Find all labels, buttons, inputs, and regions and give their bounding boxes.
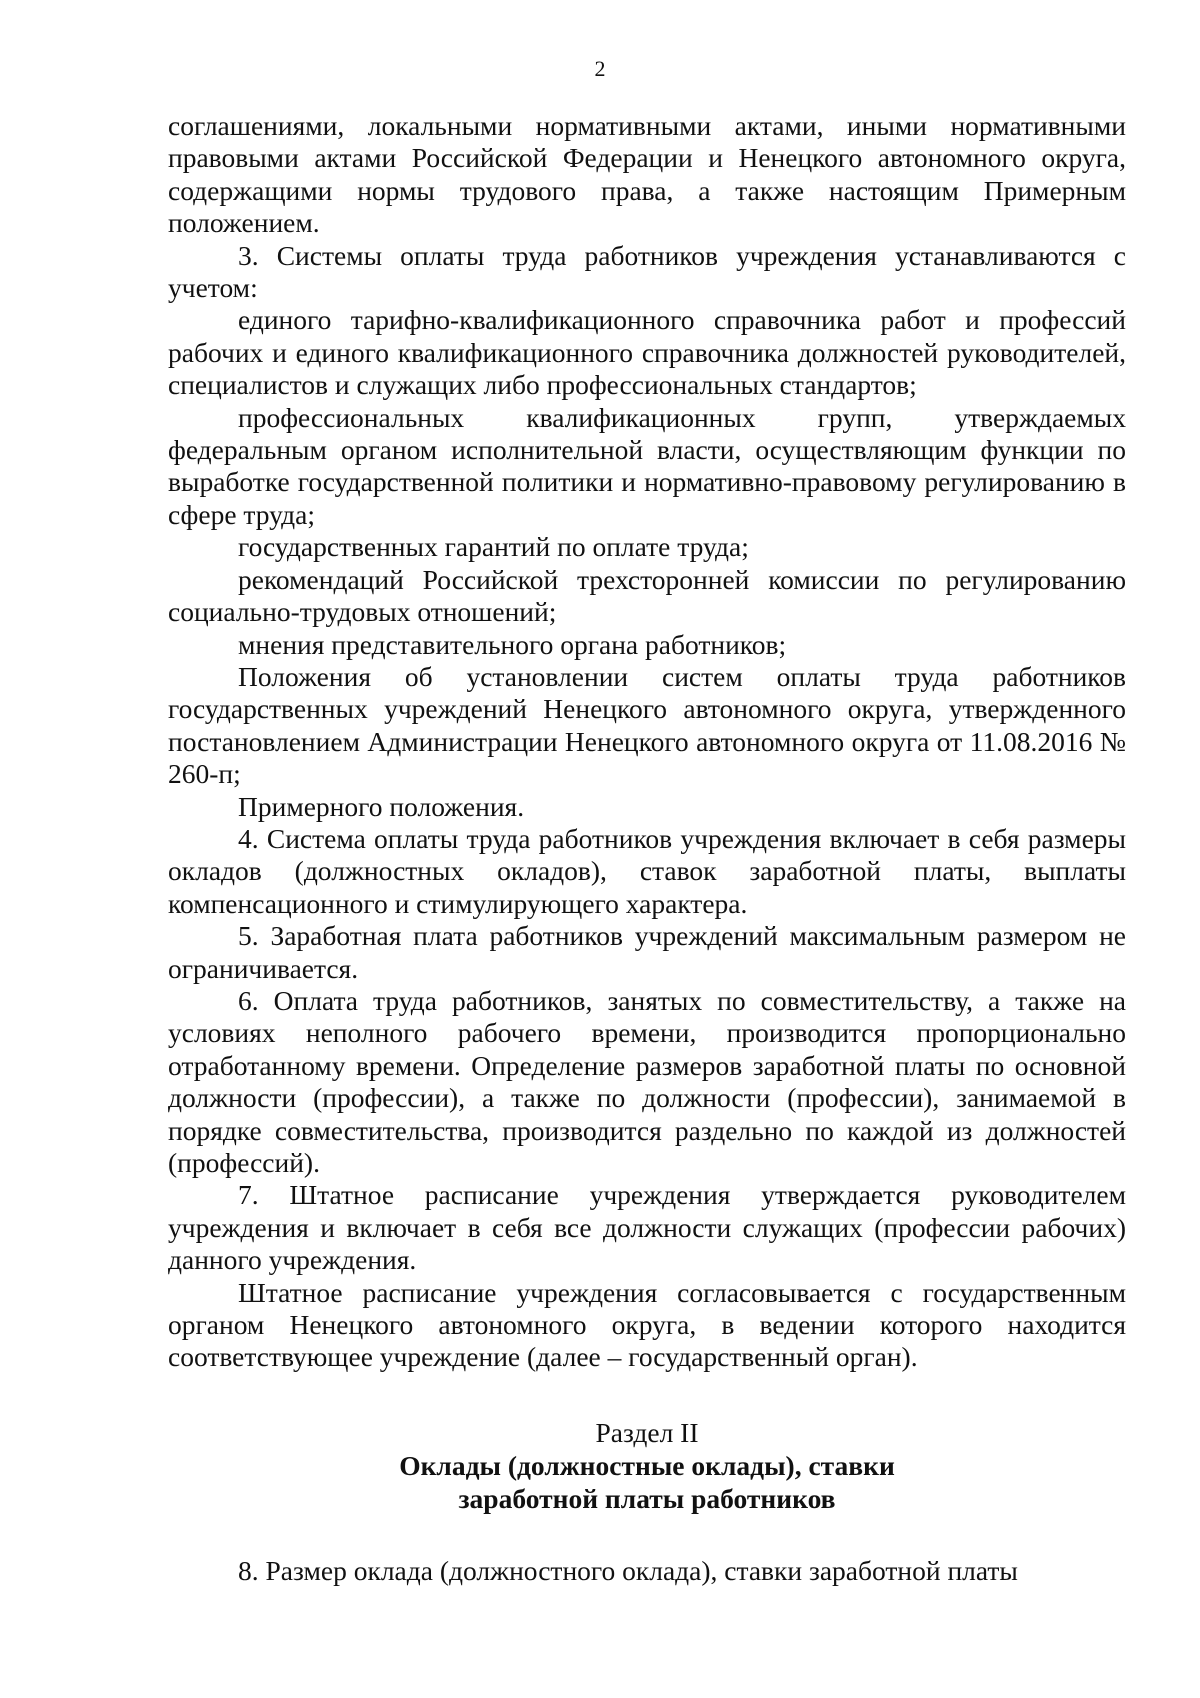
paragraphs-bottom bbox=[168, 1555, 1126, 1587]
section-title-line-2: заработной платы работников bbox=[458, 1482, 836, 1514]
page-number: 2 bbox=[594, 56, 606, 81]
paragraph: Штатное расписание учреждения согласовывается с государственным органом Ненецкого автономного округа, в ведении которого находится соответствующее учреждение (далее – государственный орган). bbox=[168, 1276, 1126, 1373]
paragraph: Положения об установлении систем оплаты труда работников государственных учреждений Ненецкого автономного округа, утвержденного постановлением Администрации Ненецкого автономного округа от 11.08.2016 № 260-п; bbox=[168, 660, 1126, 790]
paragraph: 3. Системы оплаты труда работников учреждения устанавливаются с учетом: bbox=[168, 239, 1126, 304]
paragraph: 6. Оплата труда работников, занятых по совместительству, а также на условиях неполного рабочего времени, производится пропорционально отработанному времени. Определение размеров заработной платы по основной должности (профессии), а также по должности (профессии), занимаемой в порядке совместительства, производится раздельно по каждой из должностей (профессий). bbox=[168, 984, 1126, 1178]
paragraph: рекомендаций Российской трехсторонней комиссии по регулированию социально-трудовых отношений; bbox=[168, 563, 1126, 628]
paragraph: 4. Система оплаты труда работников учреждения включает в себя размеры окладов (должностных окладов), ставок заработной платы, выплаты компенсационного и стимулирующего характера. bbox=[168, 822, 1126, 919]
paragraph: мнения представительного органа работников; bbox=[238, 628, 787, 660]
section-label: Раздел II bbox=[595, 1416, 699, 1448]
paragraph: единого тарифно-квалификационного справочника работ и профессий рабочих и единого квалификационного справочника должностей руководителей, специалистов и служащих либо профессиональных стандартов; bbox=[168, 304, 1126, 401]
paragraphs-top bbox=[168, 110, 1126, 1374]
paragraph: государственных гарантий по оплате труда; bbox=[238, 531, 749, 563]
paragraph: профессиональных квалификационных групп, утверждаемых федеральным органом исполнительной власти, осуществляющим функции по выработке государственной политики и нормативно-правовому регулированию в сфере труда; bbox=[168, 401, 1126, 530]
paragraph: Примерного положения. bbox=[238, 790, 525, 822]
paragraph: 8. Размер оклада (должностного оклада), ставки заработной платы bbox=[238, 1554, 1018, 1586]
paragraph: соглашениями, локальными нормативными актами, иными нормативными правовыми актами Российской Федерации и Ненецкого автономного округа, содержащими нормы трудового права, а также настоящим Примерным положением. bbox=[168, 110, 1126, 239]
paragraph: 7. Штатное расписание учреждения утверждается руководителем учреждения и включает в себя все должности служащих (профессии рабочих) данного учреждения. bbox=[168, 1179, 1126, 1276]
section-heading bbox=[168, 1416, 1126, 1515]
paragraph: 5. Заработная плата работников учреждений максимальным размером не ограничивается. bbox=[168, 920, 1126, 984]
document-body bbox=[168, 110, 1126, 1587]
section-title-line-1: Оклады (должностные оклады), ставки bbox=[399, 1449, 895, 1481]
